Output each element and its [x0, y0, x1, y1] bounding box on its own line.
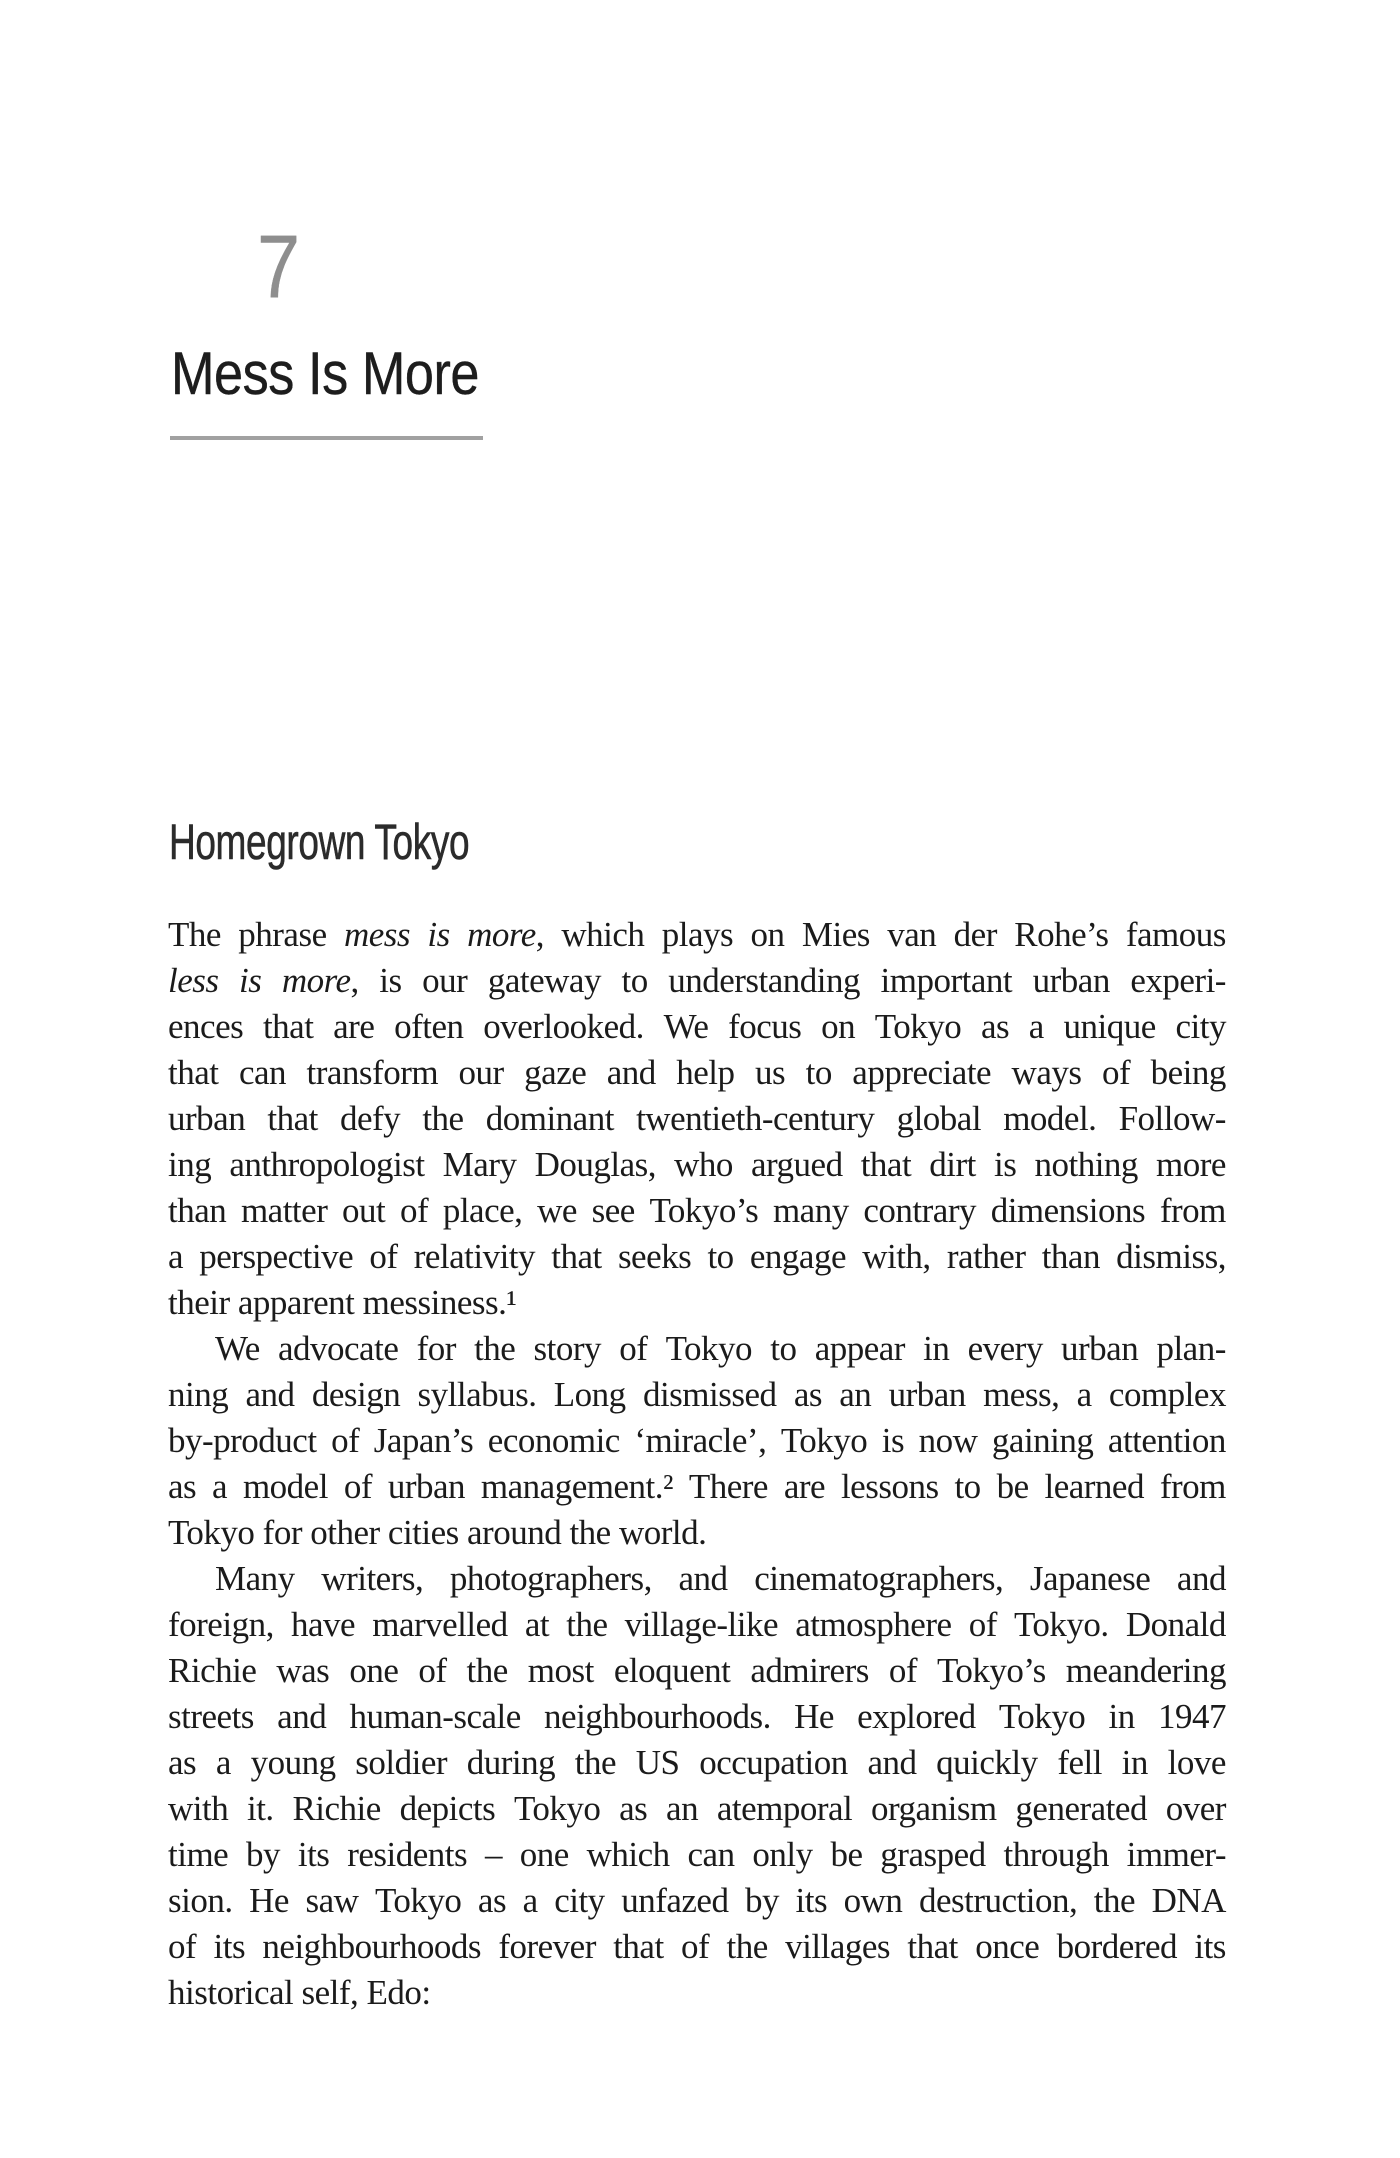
- word: neighbourhoods.: [544, 1697, 771, 1736]
- paragraph: [168, 1556, 1226, 2016]
- word: focus: [728, 1007, 802, 1046]
- word: for: [416, 1329, 456, 1368]
- word: complex: [1108, 1375, 1226, 1414]
- word: by-product: [168, 1421, 317, 1460]
- word: writers,: [321, 1559, 424, 1598]
- word: of: [1101, 1053, 1131, 1092]
- body-line: [168, 1234, 1226, 1280]
- word: than: [1041, 1237, 1100, 1276]
- body-line: [168, 958, 1226, 1004]
- word: argued: [751, 1145, 843, 1184]
- word: photographers,: [449, 1559, 652, 1598]
- paragraph: [168, 912, 1226, 1326]
- word: and: [678, 1559, 728, 1598]
- word: once: [975, 1927, 1040, 1966]
- body-line: [168, 1878, 1226, 1924]
- word: many: [772, 1191, 849, 1230]
- word: understanding: [668, 961, 861, 1000]
- word: depicts: [399, 1789, 496, 1828]
- word: most: [527, 1651, 594, 1690]
- word: plays: [661, 915, 734, 954]
- word: soldier: [355, 1743, 448, 1782]
- word: of: [619, 1329, 648, 1368]
- word: a: [168, 1237, 184, 1276]
- word: 1947: [1157, 1697, 1226, 1736]
- body-line: [168, 912, 1226, 958]
- word: see: [591, 1191, 635, 1230]
- word: fell: [1057, 1743, 1102, 1782]
- word: a: [522, 1881, 538, 1920]
- body-line: [168, 1372, 1226, 1418]
- word: atemporal: [716, 1789, 853, 1828]
- word: that: [860, 1145, 912, 1184]
- word: city: [554, 1881, 605, 1920]
- word: is: [881, 1421, 905, 1460]
- word: the: [574, 1743, 617, 1782]
- word: us: [755, 1053, 786, 1092]
- word: Richie: [168, 1651, 257, 1690]
- word: being: [1150, 1053, 1226, 1092]
- word: Japanese: [1029, 1559, 1151, 1598]
- word: an: [839, 1375, 872, 1414]
- word: lessons: [840, 1467, 939, 1506]
- word: of: [343, 1467, 372, 1506]
- word: phrase: [238, 915, 327, 954]
- word: management.²: [480, 1467, 673, 1506]
- word: transform: [306, 1053, 439, 1092]
- word: urban: [1061, 1329, 1139, 1368]
- word: gaze: [524, 1053, 587, 1092]
- word: We: [663, 1007, 709, 1046]
- paragraph: [168, 1326, 1226, 1556]
- word: mess,: [983, 1375, 1060, 1414]
- word: syllabus.: [417, 1375, 537, 1414]
- word: cinematographers,: [754, 1559, 1004, 1598]
- word: Tokyo: [374, 1881, 462, 1920]
- word: time: [168, 1835, 229, 1874]
- word: ‘miracle’,: [634, 1421, 767, 1460]
- word: at: [524, 1605, 550, 1644]
- word: during: [466, 1743, 556, 1782]
- word: its: [297, 1835, 330, 1874]
- word: that: [907, 1927, 958, 1966]
- body-line: historical self, Edo:: [168, 1973, 431, 2012]
- word: destruction,: [918, 1881, 1078, 1920]
- word: our: [422, 961, 468, 1000]
- word: gateway: [487, 961, 601, 1000]
- word: often: [394, 1007, 464, 1046]
- word: is: [239, 961, 262, 1000]
- word: we: [537, 1191, 577, 1230]
- word: and: [867, 1743, 917, 1782]
- word: famous: [1125, 915, 1226, 954]
- word: as: [793, 1375, 822, 1414]
- body-line: [168, 1648, 1226, 1694]
- word: attention: [1107, 1421, 1226, 1460]
- word: its: [795, 1881, 828, 1920]
- word: as: [980, 1007, 1010, 1046]
- word: out: [342, 1191, 386, 1230]
- word: that: [551, 1237, 602, 1276]
- body-line: [168, 1556, 1226, 1602]
- word: explored: [857, 1697, 976, 1736]
- section-heading: Homegrown Tokyo: [169, 814, 470, 870]
- word: in: [1108, 1697, 1135, 1736]
- word: global: [896, 1099, 982, 1138]
- word: eloquent: [613, 1651, 731, 1690]
- word: We: [215, 1329, 260, 1368]
- word: Long: [553, 1375, 626, 1414]
- word: unfazed: [621, 1881, 729, 1920]
- word: streets: [168, 1697, 254, 1736]
- body-line: [168, 1694, 1226, 1740]
- word: learned: [1044, 1467, 1144, 1506]
- word: residents: [347, 1835, 468, 1874]
- word: that: [262, 1007, 314, 1046]
- word: dimensions: [990, 1191, 1146, 1230]
- word: urban: [1032, 961, 1110, 1000]
- word: contrary: [863, 1191, 976, 1230]
- word: only: [752, 1835, 813, 1874]
- word: Tokyo: [780, 1421, 868, 1460]
- word: generated: [1015, 1789, 1147, 1828]
- word: of: [168, 1927, 197, 1966]
- word: love: [1167, 1743, 1226, 1782]
- word: ing: [168, 1145, 212, 1184]
- word: on: [750, 915, 785, 954]
- word: that: [168, 1053, 219, 1092]
- word: experi-: [1130, 961, 1226, 1000]
- word: of: [331, 1421, 360, 1460]
- word: perspective: [199, 1237, 354, 1276]
- word: the: [566, 1605, 608, 1644]
- word: –: [484, 1835, 502, 1874]
- word: economic: [487, 1421, 620, 1460]
- word: overlooked.: [483, 1007, 644, 1046]
- word: forever: [498, 1927, 596, 1966]
- word: sion.: [168, 1881, 233, 1920]
- word: Mary: [442, 1145, 517, 1184]
- word: occupation: [699, 1743, 848, 1782]
- word: engage: [749, 1237, 846, 1276]
- chapter-number: 7: [257, 216, 301, 316]
- body-line: [168, 1004, 1226, 1050]
- word: to: [770, 1329, 797, 1368]
- body-line: [168, 1142, 1226, 1188]
- body-line: their apparent messiness.¹: [168, 1283, 517, 1322]
- word: through: [1003, 1835, 1109, 1874]
- word: He: [249, 1881, 289, 1920]
- word: which: [586, 1835, 670, 1874]
- body-line: [168, 1740, 1226, 1786]
- word: more,: [467, 915, 545, 954]
- word: Tokyo: [513, 1789, 601, 1828]
- word: can: [687, 1835, 735, 1874]
- word: the: [726, 1927, 768, 1966]
- word: urban: [168, 1099, 246, 1138]
- word: that: [267, 1099, 318, 1138]
- word: nothing: [1034, 1145, 1138, 1184]
- word: neighbourhoods: [262, 1927, 481, 1966]
- word: dismissed: [642, 1375, 777, 1414]
- word: the: [466, 1651, 508, 1690]
- word: organism: [871, 1789, 997, 1828]
- word: by: [246, 1835, 281, 1874]
- word: saw: [305, 1881, 359, 1920]
- word: its: [213, 1927, 246, 1966]
- word: as: [477, 1881, 507, 1920]
- word: its: [1194, 1927, 1226, 1966]
- word: He: [794, 1697, 834, 1736]
- word: and: [606, 1053, 656, 1092]
- word: own: [843, 1881, 903, 1920]
- word: US: [635, 1743, 680, 1782]
- word: now: [918, 1421, 978, 1460]
- word: who: [674, 1145, 733, 1184]
- word: rather: [946, 1237, 1026, 1276]
- word: design: [311, 1375, 401, 1414]
- word: urban: [387, 1467, 466, 1506]
- word: seeks: [617, 1237, 692, 1276]
- word: Mies: [801, 915, 870, 954]
- word: defy: [339, 1099, 401, 1138]
- word: one: [519, 1835, 569, 1874]
- body-line: [168, 1924, 1226, 1970]
- word: urban: [888, 1375, 966, 1414]
- body-line: Tokyo for other cities around the world.: [168, 1513, 707, 1552]
- word: twentieth-century: [636, 1099, 875, 1138]
- word: model.: [1003, 1099, 1097, 1138]
- word: der: [953, 915, 997, 954]
- word: of: [888, 1651, 917, 1690]
- word: of: [681, 1927, 710, 1966]
- body-line: [168, 1050, 1226, 1096]
- word: over: [1165, 1789, 1226, 1828]
- word: and: [245, 1375, 295, 1414]
- word: unique: [1063, 1007, 1156, 1046]
- word: of: [399, 1191, 429, 1230]
- word: to: [707, 1237, 734, 1276]
- body-line: [168, 1188, 1226, 1234]
- word: a: [1076, 1375, 1092, 1414]
- word: village-like: [624, 1605, 779, 1644]
- word: and: [277, 1697, 327, 1736]
- word: the: [422, 1099, 464, 1138]
- chapter-title: Mess Is More: [171, 340, 480, 407]
- word: more: [1156, 1145, 1226, 1184]
- word: a: [215, 1743, 231, 1782]
- word: can: [238, 1053, 287, 1092]
- word: gaining: [991, 1421, 1094, 1460]
- word: admirers: [750, 1651, 869, 1690]
- word: human-scale: [349, 1697, 521, 1736]
- word: story: [533, 1329, 602, 1368]
- word: and: [1176, 1559, 1226, 1598]
- word: are: [333, 1007, 375, 1046]
- word: Donald: [1125, 1605, 1226, 1644]
- word: in: [923, 1329, 950, 1368]
- word: Japan’s: [373, 1421, 474, 1460]
- word: that: [613, 1927, 664, 1966]
- body-line: [168, 1602, 1226, 1648]
- word: Tokyo: [874, 1007, 962, 1046]
- word: more,: [281, 961, 359, 1000]
- word: than: [168, 1191, 227, 1230]
- word: in: [1121, 1743, 1148, 1782]
- word: as: [619, 1789, 648, 1828]
- word: important: [880, 961, 1013, 1000]
- word: advocate: [277, 1329, 399, 1368]
- word: quickly: [936, 1743, 1038, 1782]
- word: Douglas,: [534, 1145, 656, 1184]
- word: a: [212, 1467, 228, 1506]
- article-body: [168, 912, 1226, 2016]
- word: Follow-: [1118, 1099, 1226, 1138]
- word: anthropologist: [229, 1145, 425, 1184]
- word: atmosphere: [795, 1605, 952, 1644]
- word: Tokyo: [665, 1329, 753, 1368]
- word: be: [830, 1835, 863, 1874]
- word: meandering: [1065, 1651, 1226, 1690]
- word: matter: [240, 1191, 328, 1230]
- word: on: [821, 1007, 856, 1046]
- word: DNA: [1151, 1881, 1226, 1920]
- word: is: [994, 1145, 1017, 1184]
- word: villages: [785, 1927, 891, 1966]
- word: from: [1159, 1191, 1226, 1230]
- word: our: [458, 1053, 504, 1092]
- word: place,: [442, 1191, 523, 1230]
- word: are: [783, 1467, 826, 1506]
- word: foreign,: [168, 1605, 274, 1644]
- word: from: [1159, 1467, 1226, 1506]
- word: young: [250, 1743, 336, 1782]
- word: Many: [215, 1559, 295, 1598]
- body-line: [168, 1096, 1226, 1142]
- word: help: [676, 1053, 735, 1092]
- word: Tokyo: [998, 1697, 1086, 1736]
- word: of: [418, 1651, 447, 1690]
- word: Rohe’s: [1014, 915, 1109, 954]
- word: was: [276, 1651, 330, 1690]
- word: of: [369, 1237, 398, 1276]
- word: mess: [344, 915, 411, 954]
- word: a: [1028, 1007, 1044, 1046]
- word: immer-: [1126, 1835, 1226, 1874]
- body-line: [168, 1464, 1226, 1510]
- word: have: [290, 1605, 356, 1644]
- word: one: [349, 1651, 399, 1690]
- word: plan-: [1156, 1329, 1226, 1368]
- word: be: [996, 1467, 1029, 1506]
- word: dismiss,: [1116, 1237, 1226, 1276]
- word: which: [561, 915, 645, 954]
- word: ways: [1011, 1053, 1082, 1092]
- word: less: [168, 961, 219, 1000]
- word: with,: [862, 1237, 931, 1276]
- body-line: [168, 1418, 1226, 1464]
- word: an: [666, 1789, 699, 1828]
- word: bordered: [1056, 1927, 1177, 1966]
- word: is: [427, 915, 450, 954]
- word: it.: [246, 1789, 274, 1828]
- word: Richie: [292, 1789, 381, 1828]
- word: dominant: [485, 1099, 614, 1138]
- word: appreciate: [852, 1053, 992, 1092]
- word: the: [474, 1329, 516, 1368]
- word: Tokyo’s: [937, 1651, 1046, 1690]
- word: ning: [168, 1375, 229, 1414]
- word: to: [954, 1467, 981, 1506]
- body-line: [168, 1326, 1226, 1372]
- word: is: [379, 961, 402, 1000]
- word: appear: [814, 1329, 905, 1368]
- word: model: [242, 1467, 328, 1506]
- body-line: [168, 1786, 1226, 1832]
- word: as: [168, 1467, 197, 1506]
- word: to: [805, 1053, 832, 1092]
- word: with: [168, 1789, 229, 1828]
- word: There: [688, 1467, 768, 1506]
- word: of: [968, 1605, 997, 1644]
- word: relativity: [413, 1237, 536, 1276]
- word: to: [621, 961, 648, 1000]
- title-rule: [170, 436, 483, 440]
- word: Tokyo.: [1014, 1605, 1109, 1644]
- word: Tokyo’s: [649, 1191, 759, 1230]
- body-line: [168, 1832, 1226, 1878]
- word: dirt: [929, 1145, 976, 1184]
- word: every: [967, 1329, 1043, 1368]
- word: by: [745, 1881, 779, 1920]
- word: grasped: [880, 1835, 986, 1874]
- word: marvelled: [372, 1605, 508, 1644]
- word: ences: [168, 1007, 244, 1046]
- word: as: [168, 1743, 197, 1782]
- word: The: [168, 915, 221, 954]
- word: van: [887, 915, 937, 954]
- word: city: [1175, 1007, 1226, 1046]
- word: the: [1093, 1881, 1136, 1920]
